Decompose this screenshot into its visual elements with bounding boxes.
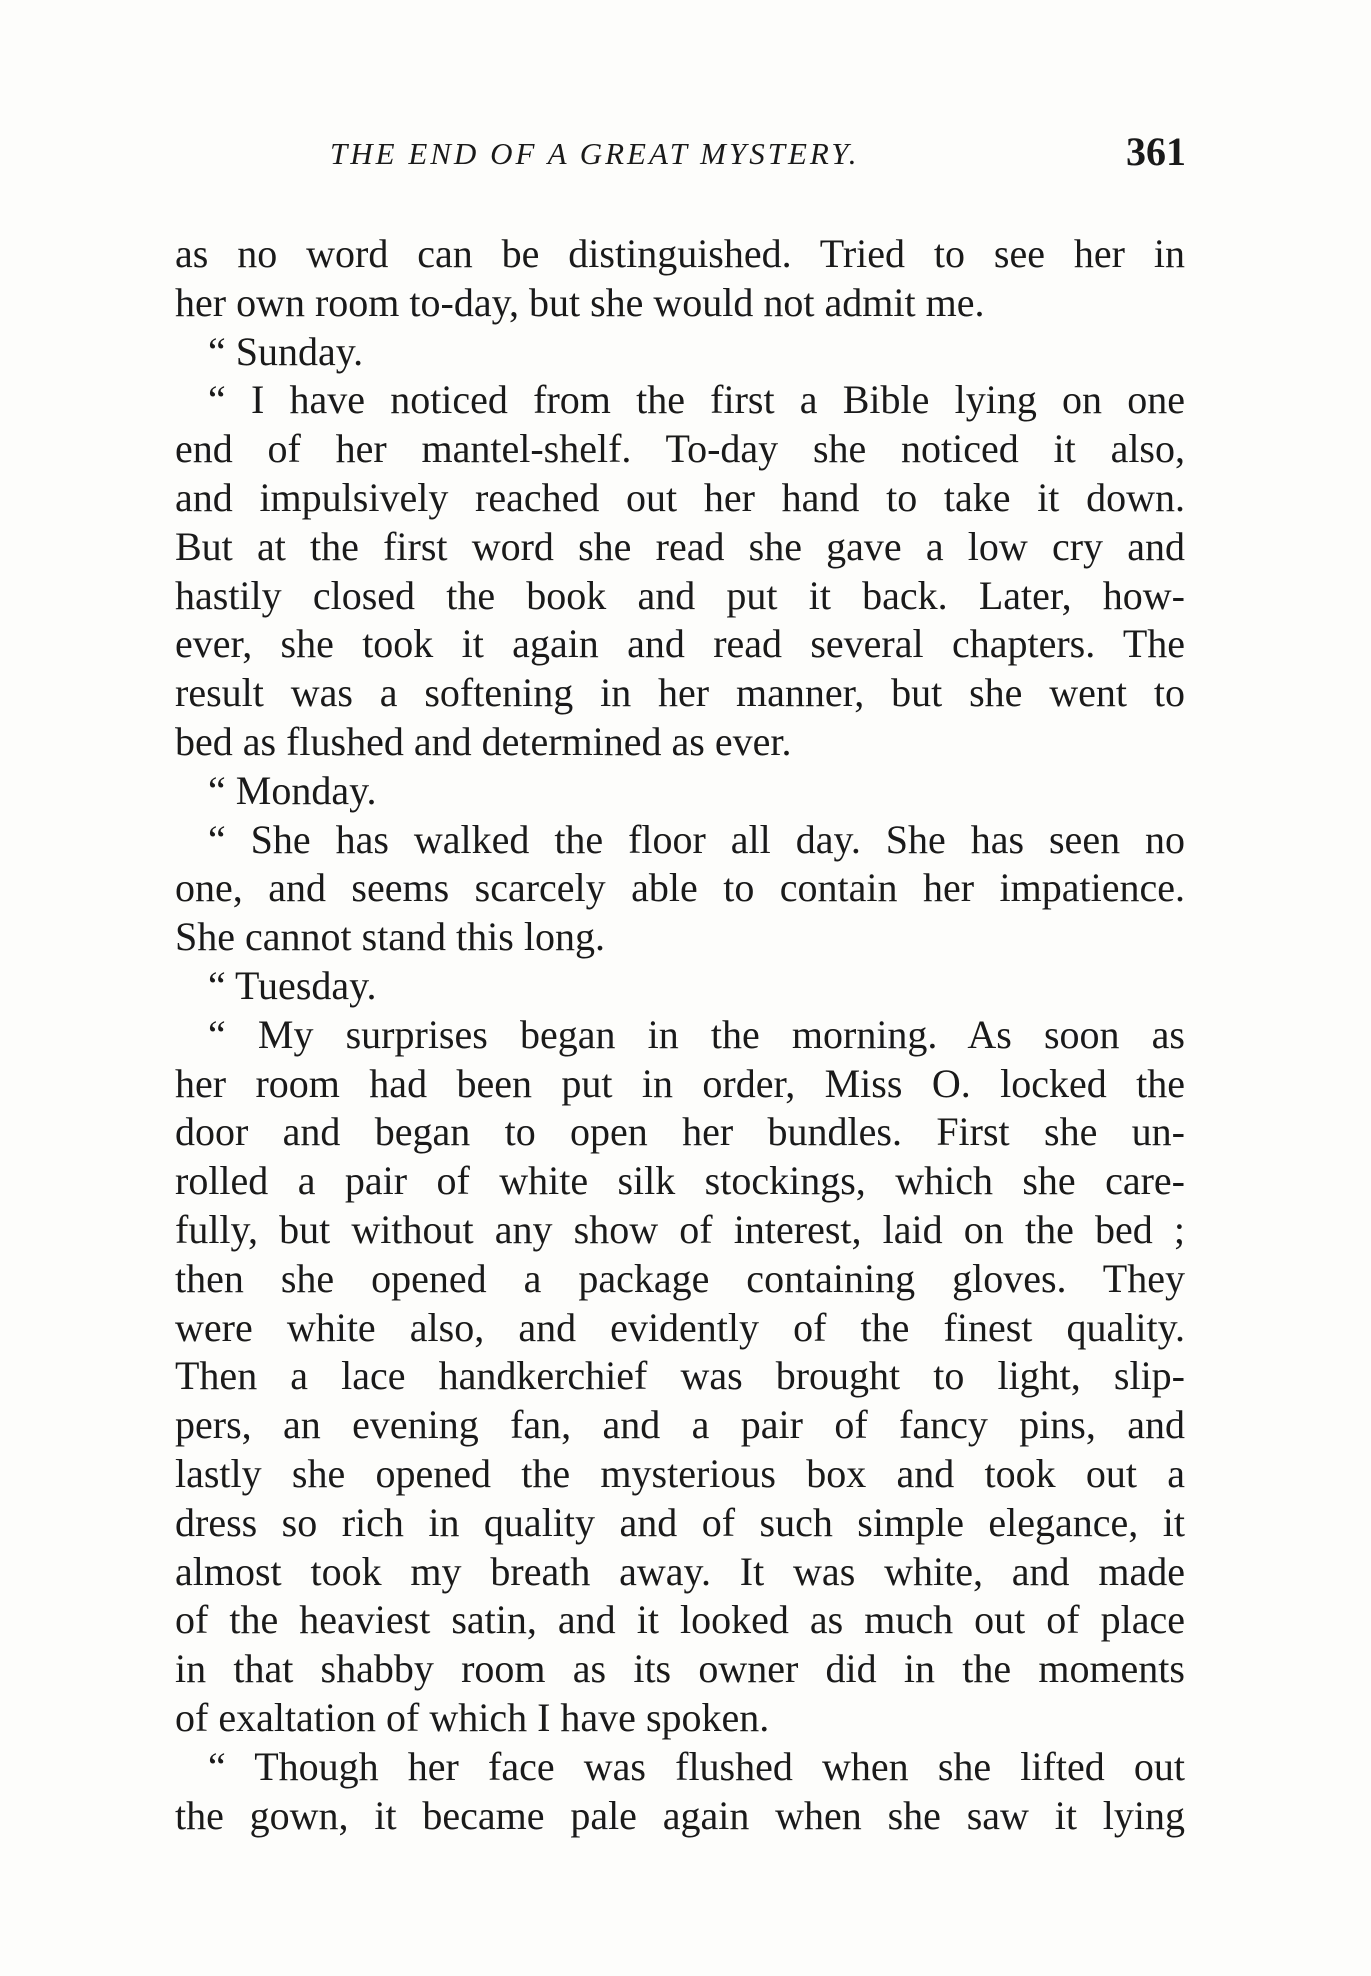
text-line: ever, she took it again and read several chapters. The: [175, 621, 1185, 667]
text-line: “ Though her face was flushed when she lifted out: [208, 1743, 1185, 1789]
text-line: But at the first word she read she gave a low cry and: [175, 523, 1185, 569]
text-line: almost took my breath away. It was white, and made: [175, 1548, 1185, 1594]
text-line: her own room to-day, but she would not admit me.: [175, 279, 985, 325]
running-head: [330, 128, 1186, 178]
text-line: result was a softening in her manner, but she went to: [175, 670, 1185, 716]
text-line: and impulsively reached out her hand to take it down.: [175, 474, 1185, 520]
text-line: pers, an evening fan, and a pair of fancy pins, and: [175, 1402, 1185, 1448]
text-line: end of her mantel-shelf. To-day she noticed it also,: [175, 426, 1185, 472]
text-line: of exaltation of which I have spoken.: [175, 1694, 770, 1740]
text-line: “ She has walked the floor all day. She has seen no: [208, 816, 1185, 862]
text-line: “ I have noticed from the first a Bible lying on one: [208, 377, 1185, 423]
text-line: hastily closed the book and put it back. Later, how-: [175, 572, 1185, 618]
body-text: [175, 230, 1185, 1840]
text-line: bed as flushed and determined as ever.: [175, 718, 792, 764]
text-line: then she opened a package containing gloves. They: [175, 1255, 1185, 1301]
text-line: Then a lace handkerchief was brought to light, slip-: [175, 1353, 1185, 1399]
text-line: one, and seems scarcely able to contain her impatience.: [175, 865, 1185, 911]
running-title: THE END OF A GREAT MYSTERY.: [330, 136, 860, 171]
text-line: lastly she opened the mysterious box and took out a: [175, 1450, 1185, 1496]
text-line: of the heaviest satin, and it looked as much out of place: [175, 1597, 1185, 1643]
text-line: “ Monday.: [208, 767, 377, 813]
page-number: 361: [1126, 129, 1186, 174]
text-line: “ Tuesday.: [208, 962, 377, 1008]
text-line: her room had been put in order, Miss O. locked the: [175, 1060, 1185, 1106]
text-line: the gown, it became pale again when she saw it lying: [175, 1792, 1185, 1838]
text-line: in that shabby room as its owner did in the moments: [175, 1646, 1185, 1692]
text-line: dress so rich in quality and of such simple elegance, it: [175, 1499, 1185, 1545]
text-line: were white also, and evidently of the finest quality.: [175, 1304, 1185, 1350]
text-line: She cannot stand this long.: [175, 914, 605, 960]
text-line: “ My surprises began in the morning. As soon as: [208, 1011, 1185, 1057]
text-line: fully, but without any show of interest, laid on the bed ;: [175, 1206, 1185, 1252]
text-line: door and began to open her bundles. First she un-: [175, 1109, 1185, 1155]
text-line: as no word can be distinguished. Tried to see her in: [175, 231, 1185, 276]
text-line: “ Sunday.: [208, 328, 364, 374]
text-line: rolled a pair of white silk stockings, which she care-: [175, 1158, 1185, 1204]
